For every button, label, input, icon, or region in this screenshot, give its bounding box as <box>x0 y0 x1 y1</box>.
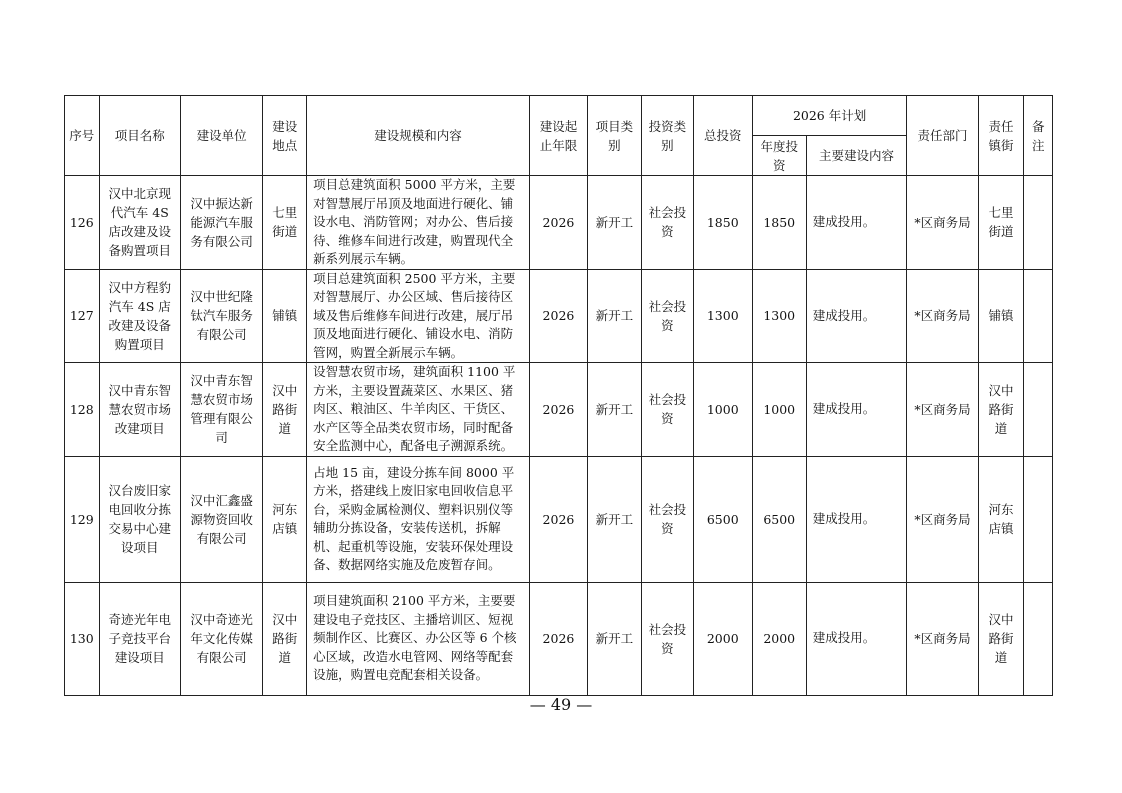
col-location-header: 建设地点 <box>263 96 307 176</box>
cell-period: 2026 <box>529 269 587 363</box>
cell-period: 2026 <box>529 582 587 695</box>
cell-main-content: 建成投用。 <box>806 176 907 270</box>
col-seq-header: 序号 <box>65 96 100 176</box>
cell-town: 河东店镇 <box>978 456 1024 582</box>
col-town-header: 责任镇街 <box>978 96 1024 176</box>
cell-main-content: 建成投用。 <box>806 456 907 582</box>
col-annual-header: 年度投资 <box>752 136 806 176</box>
cell-department: *区商务局 <box>907 582 978 695</box>
cell-scope: 项目总建筑面积 5000 平方米，主要对智慧展厅吊顶及地面进行硬化、铺设水电、消防管网；对办公、售后接待、维修车间进行改建，购置现代全新系列展示车辆。 <box>307 176 530 270</box>
cell-total: 1000 <box>693 363 752 457</box>
col-project-name-header: 项目名称 <box>99 96 180 176</box>
table-row <box>65 582 1053 695</box>
cell-remark <box>1024 363 1053 457</box>
cell-total: 1300 <box>693 269 752 363</box>
cell-category: 新开工 <box>587 456 641 582</box>
cell-unit: 汉中奇迹光年文化传媒有限公司 <box>180 582 262 695</box>
cell-main-content: 建成投用。 <box>806 269 907 363</box>
cell-scope: 设智慧农贸市场，建筑面积 1100 平方米，主要设置蔬菜区、水果区、猪肉区、粮油区、牛羊肉区、干货区、水产区等全品类农贸市场，同时配备安全监测中心，配备电子溯源系统。 <box>307 363 530 457</box>
cell-period: 2026 <box>529 363 587 457</box>
cell-invest-type: 社会投资 <box>641 456 693 582</box>
cell-category: 新开工 <box>587 363 641 457</box>
cell-location: 铺镇 <box>263 269 307 363</box>
cell-scope: 项目总建筑面积 2500 平方米，主要对智慧展厅、办公区域、售后接待区域及售后维修车间进行改建，展厅吊顶及地面进行硬化、铺设水电、消防管网，购置全新展示车辆。 <box>307 269 530 363</box>
cell-location: 七里街道 <box>263 176 307 270</box>
cell-invest-type: 社会投资 <box>641 363 693 457</box>
cell-annual: 6500 <box>752 456 806 582</box>
cell-annual: 2000 <box>752 582 806 695</box>
cell-unit: 汉中汇鑫盛源物资回收有限公司 <box>180 456 262 582</box>
cell-town: 七里街道 <box>978 176 1024 270</box>
cell-scope: 项目建筑面积 2100 平方米，主要要建设电子竞技区、主播培训区、短视频制作区、比赛区、办公区等 6 个核心区域，改造水电管网、网络等配套设施，购置电竞配套相关设备。 <box>307 582 530 695</box>
cell-department: *区商务局 <box>907 269 978 363</box>
cell-location: 河东店镇 <box>263 456 307 582</box>
table-row <box>65 456 1053 582</box>
header-row <box>65 96 1053 136</box>
cell-invest-type: 社会投资 <box>641 269 693 363</box>
cell-period: 2026 <box>529 456 587 582</box>
cell-unit: 汉中青东智慧农贸市场管理有限公司 <box>180 363 262 457</box>
cell-invest-type: 社会投资 <box>641 582 693 695</box>
cell-category: 新开工 <box>587 176 641 270</box>
cell-project-name: 汉台废旧家电回收分拣交易中心建设项目 <box>99 456 180 582</box>
col-unit-header: 建设单位 <box>180 96 262 176</box>
cell-annual: 1850 <box>752 176 806 270</box>
project-table <box>64 95 1053 696</box>
cell-town: 汉中路街道 <box>978 363 1024 457</box>
cell-remark <box>1024 176 1053 270</box>
cell-total: 6500 <box>693 456 752 582</box>
cell-invest-type: 社会投资 <box>641 176 693 270</box>
table-row <box>65 363 1053 457</box>
cell-seq: 127 <box>65 269 100 363</box>
cell-annual: 1300 <box>752 269 806 363</box>
cell-category: 新开工 <box>587 269 641 363</box>
cell-project-name: 汉中青东智慧农贸市场改建项目 <box>99 363 180 457</box>
cell-total: 2000 <box>693 582 752 695</box>
cell-seq: 130 <box>65 582 100 695</box>
cell-unit: 汉中世纪隆钛汽车服务有限公司 <box>180 269 262 363</box>
cell-main-content: 建成投用。 <box>806 363 907 457</box>
cell-period: 2026 <box>529 176 587 270</box>
cell-seq: 126 <box>65 176 100 270</box>
cell-project-name: 汉中北京现代汽车 4S 店改建及设备购置项目 <box>99 176 180 270</box>
plan-group-header: 2026 年计划 <box>752 96 907 136</box>
page-number: — 49 — <box>529 695 593 714</box>
cell-unit: 汉中振达新能源汽车服务有限公司 <box>180 176 262 270</box>
table-row <box>65 176 1053 270</box>
cell-project-name: 汉中方程豹汽车 4S 店改建及设备购置项目 <box>99 269 180 363</box>
col-invest-type-header: 投资类别 <box>641 96 693 176</box>
cell-category: 新开工 <box>587 582 641 695</box>
cell-project-name: 奇迹光年电子竞技平台建设项目 <box>99 582 180 695</box>
cell-town: 铺镇 <box>978 269 1024 363</box>
cell-seq: 128 <box>65 363 100 457</box>
cell-department: *区商务局 <box>907 456 978 582</box>
cell-town: 汉中路街道 <box>978 582 1024 695</box>
cell-remark <box>1024 269 1053 363</box>
col-period-header: 建设起止年限 <box>529 96 587 176</box>
cell-location: 汉中路街道 <box>263 363 307 457</box>
col-total-header: 总投资 <box>693 96 752 176</box>
cell-main-content: 建成投用。 <box>806 582 907 695</box>
cell-total: 1850 <box>693 176 752 270</box>
cell-department: *区商务局 <box>907 363 978 457</box>
col-department-header: 责任部门 <box>907 96 978 176</box>
cell-seq: 129 <box>65 456 100 582</box>
cell-location: 汉中路街道 <box>263 582 307 695</box>
col-category-header: 项目类别 <box>587 96 641 176</box>
table-row <box>65 269 1053 363</box>
col-main-content-header: 主要建设内容 <box>806 136 907 176</box>
cell-remark <box>1024 582 1053 695</box>
col-remark-header: 备注 <box>1024 96 1053 176</box>
cell-annual: 1000 <box>752 363 806 457</box>
col-scope-header: 建设规模和内容 <box>307 96 530 176</box>
cell-scope: 占地 15 亩，建设分拣车间 8000 平方米，搭建线上废旧家电回收信息平台，采购金属检测仪、塑料识别仪等辅助分拣设备，安装传送机，拆解机、起重机等设施，安装环保处理设备、数据网络实施及危废暂存间。 <box>307 456 530 582</box>
cell-department: *区商务局 <box>907 176 978 270</box>
cell-remark <box>1024 456 1053 582</box>
